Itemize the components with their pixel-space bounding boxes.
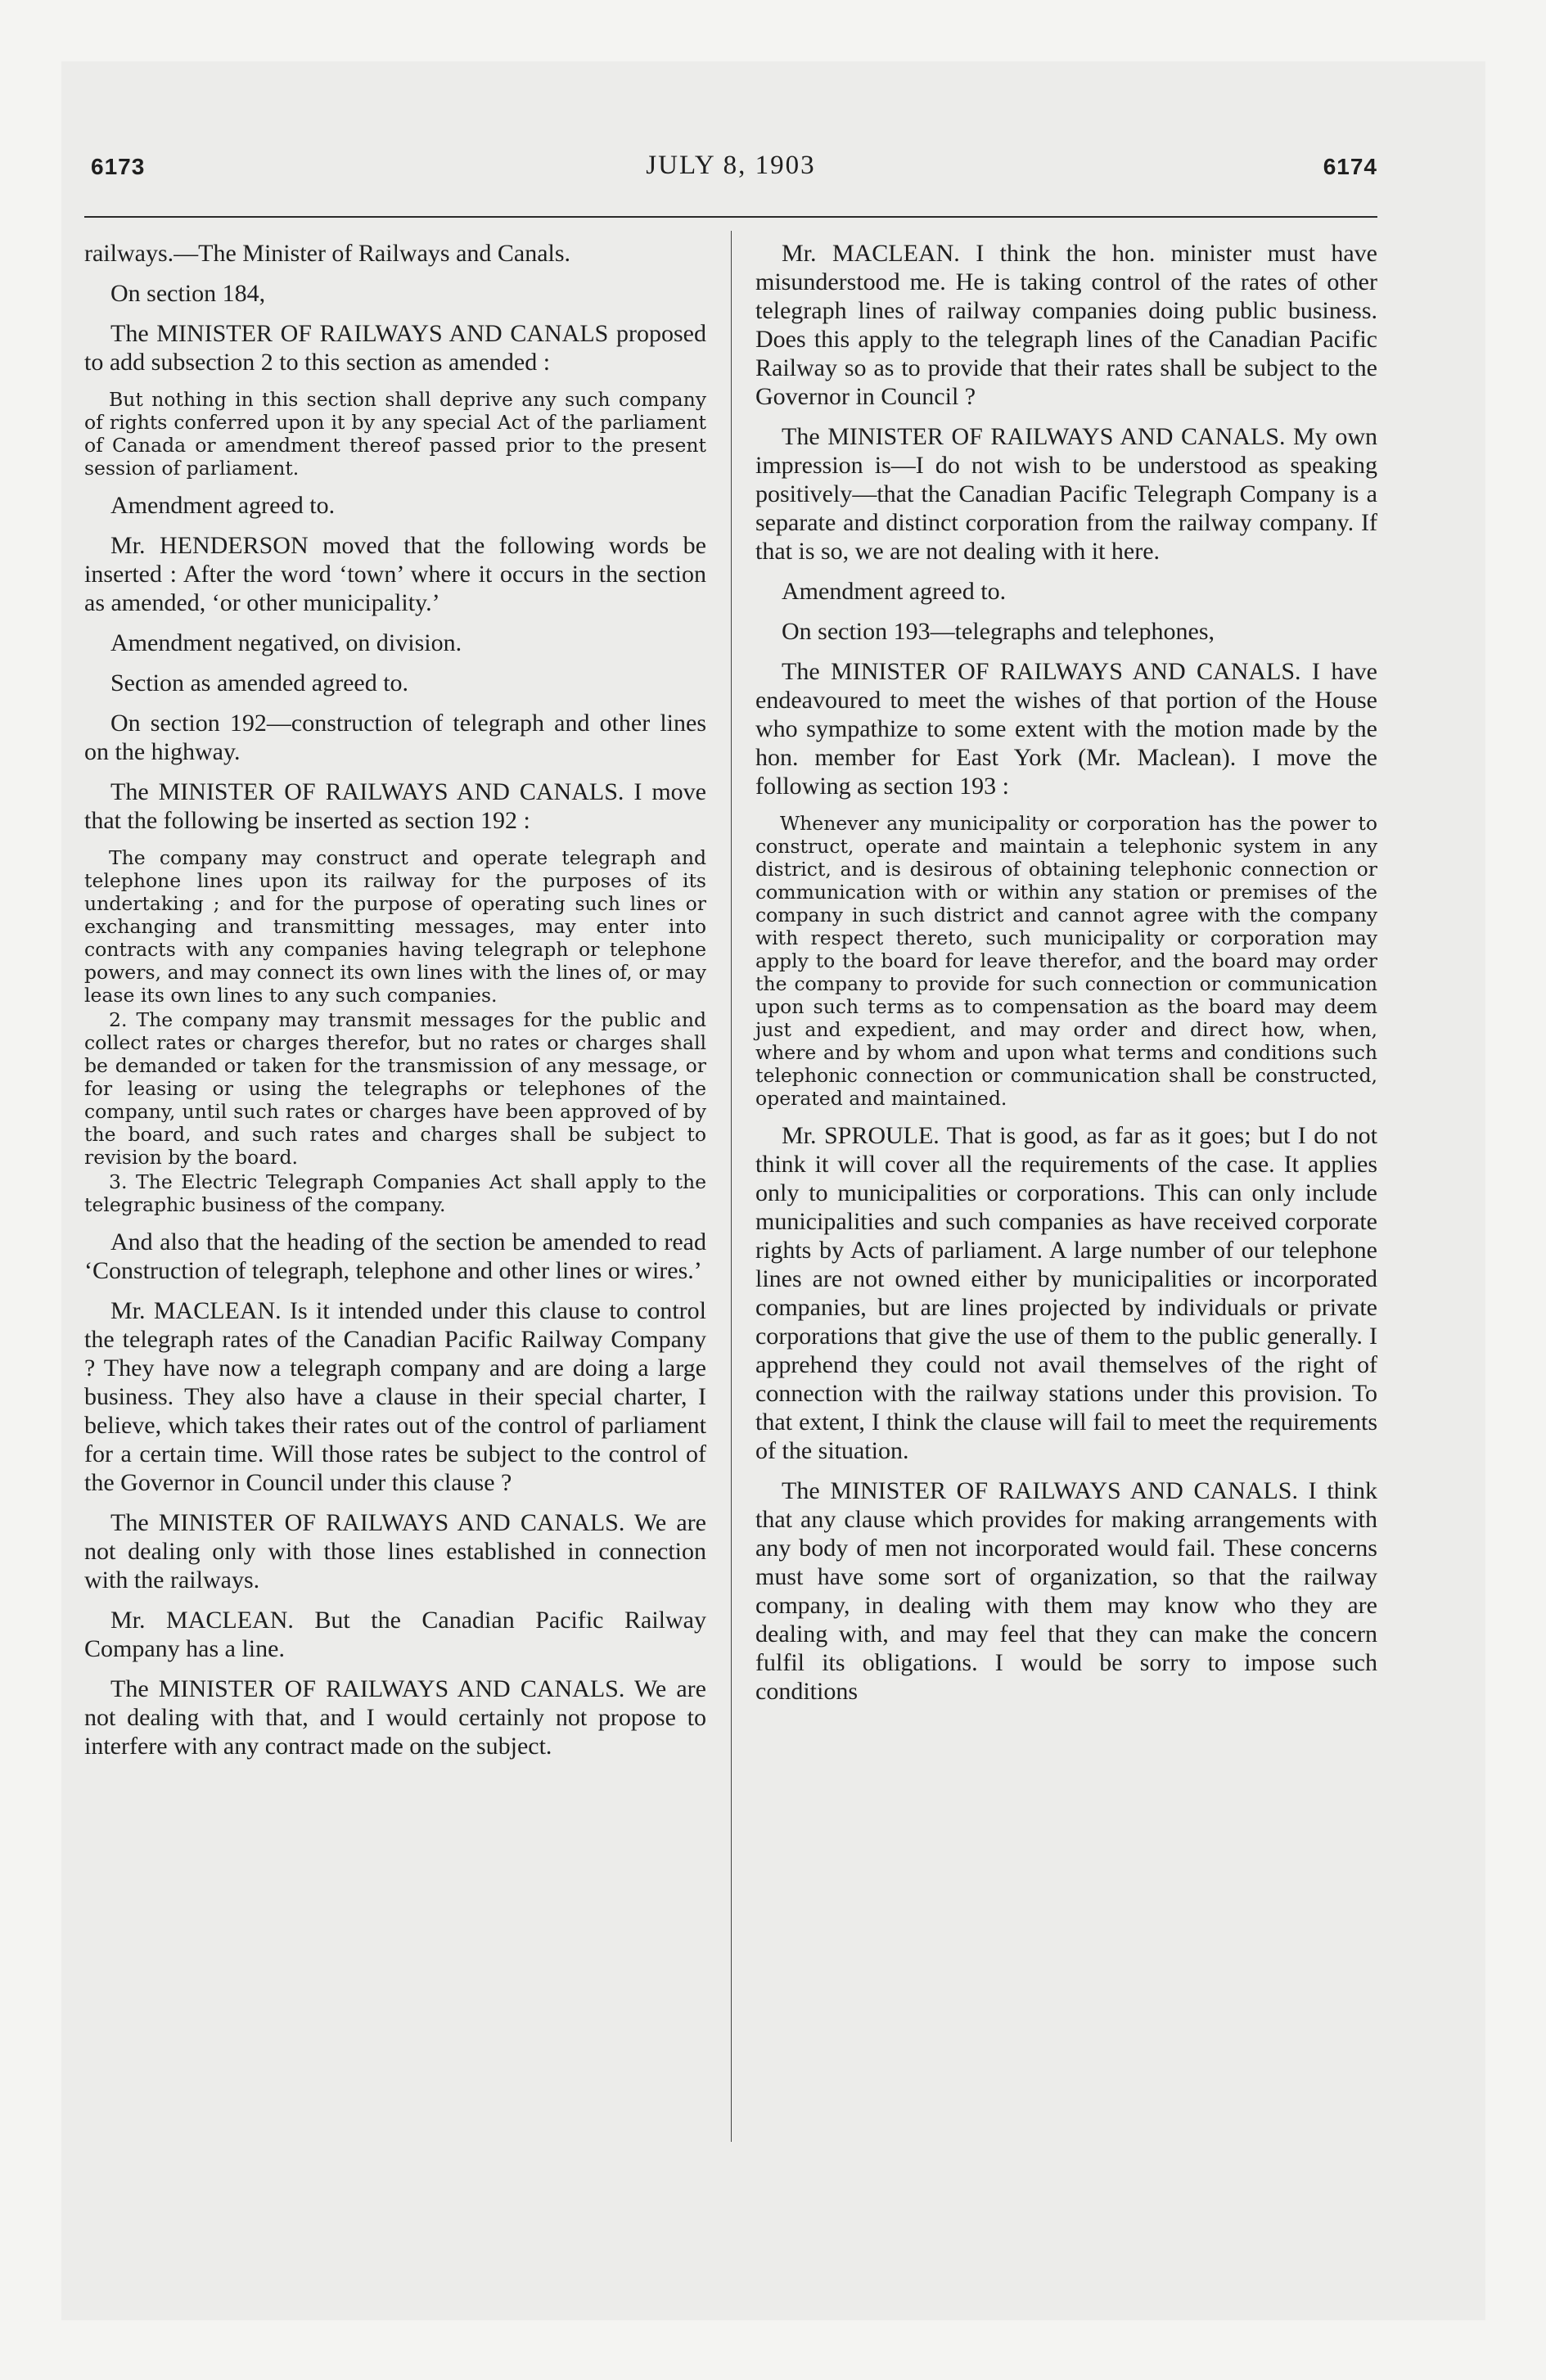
paragraph: Mr. MACLEAN. I think the hon. minister must have misunderstood me. He is taking control of the rates of other telegraph lines of railway companies doing public business. Does this apply to the telegraph lines of the Canadian Pacific Railway so as to provide that their rates shall be subject to the Governor in Council ? (755, 240, 1377, 410)
paragraph: The MINISTER OF RAILWAYS AND CANALS. I move that the following be inserted as section 192 : (84, 778, 706, 834)
paragraph: And also that the heading of the section be amended to read ‘Construction of telegraph, telephone and other lines or wires.’ (84, 1228, 706, 1284)
quoted-clause: Whenever any municipality or corporation has the power to construct, operate and maintain a telephonic system in any district, and is desirous of obtaining telephonic connection or communication with or within any station or premises of the company in such district and cannot agree with the company with respect thereto, such municipality or corporation may apply to the board for leave therefor, and the board may order the company to provide for such connection or communication upon such terms as to compensation as the board may deem just and expedient, and may order and direct how, when, where and by whom and upon what terms and conditions such telephonic connection or communication shall be constructed, operated and maintained. (755, 812, 1377, 1110)
header-rule (84, 216, 1377, 218)
right-column (755, 239, 1377, 1717)
quoted-clause: 2. The company may transmit messages for the public and collect rates or charges therefor, but no rates or charges shall be demanded or taken for the transmission of any message, or for leasing or using the telegraphs or telephones of the company, until such rates or charges have been approved of by the board, and such rates and charges shall be subject to revision by the board. (84, 1008, 706, 1169)
quoted-clause: But nothing in this section shall deprive any such company of rights conferred upon it by any special Act of the parliament of Canada or amendment thereof passed prior to the present session of parliament. (84, 388, 706, 480)
paragraph: The MINISTER OF RAILWAYS AND CANALS proposed to add subsection 2 to this section as amended : (84, 320, 706, 376)
paragraph: The MINISTER OF RAILWAYS AND CANALS. We are not dealing with that, and I would certainly not propose to interfere with any contract made on the subject. (84, 1675, 706, 1760)
paragraph: Mr. HENDERSON moved that the following words be inserted : After the word ‘town’ where it occurs in the section as amended, ‘or other municipality.’ (84, 532, 706, 616)
paragraph: The MINISTER OF RAILWAYS AND CANALS. I have endeavoured to meet the wishes of that portion of the House who sympathize to some extent with the motion made by the hon. member for East York (Mr. Maclean). I move the following as section 193 : (755, 658, 1377, 800)
paragraph: On section 192—construction of telegraph and other lines on the highway. (84, 710, 706, 765)
page-number-left: 6173 (91, 154, 146, 179)
running-head-date: JULY 8, 1903 (646, 151, 816, 180)
paragraph: Mr. MACLEAN. But the Canadian Pacific Railway Company has a line. (84, 1607, 706, 1662)
paragraph: Amendment agreed to. (110, 492, 336, 519)
paragraph: On section 193—telegraphs and telephones, (782, 618, 1215, 645)
page-number-right: 6174 (1323, 154, 1377, 179)
left-column (84, 239, 706, 1772)
paragraph: Mr. MACLEAN. Is it intended under this clause to control the telegraph rates of the Canadian Pacific Railway Company ? They have now a telegraph company and are doing a large business. They also have a clause in their special charter, I believe, which takes their rates out of the control of parliament for a certain time. Will those rates be subject to the control of the Governor in Council under this clause ? (84, 1297, 706, 1496)
paragraph: Mr. SPROULE. That is good, as far as it goes; but I do not think it will cover all the requirements of the case. It applies only to municipalities or corporations. This can only include municipalities and such companies as have received corporate rights by Acts of parliament. A large number of our telephone lines are not owned either by municipalities or incorporated companies, but are lines projected by individuals or private corporations that give the use of them to the public generally. I apprehend they could not avail themselves of the right of connection with the railway stations under this provision. To that extent, I think the clause will fail to meet the requirements of the situation. (755, 1122, 1377, 1464)
quoted-clause: 3. The Electric Telegraph Companies Act shall apply to the telegraphic business of the company. (84, 1170, 706, 1216)
paragraph: railways.—The Minister of Railways and Canals. (84, 240, 571, 267)
paragraph: Amendment agreed to. (782, 578, 1007, 605)
paragraph: Section as amended agreed to. (110, 669, 409, 696)
page-header (84, 147, 1377, 196)
paragraph: The MINISTER OF RAILWAYS AND CANALS. I think that any clause which provides for making arrangements with any body of men not incorporated would fail. These concerns must have some sort of organization, so that the railway company, in dealing with them may know who they are dealing with, and may feel that they can make the concern fulfil its obligations. I would be sorry to impose such conditions (755, 1477, 1377, 1705)
paragraph: Amendment negatived, on division. (110, 629, 462, 656)
paragraph: The MINISTER OF RAILWAYS AND CANALS. My own impression is—I do not wish to be understood as speaking positively—that the Canadian Pacific Telegraph Company is a separate and distinct corporation from the railway company. If that is so, we are not dealing with it here. (755, 423, 1377, 565)
paragraph: The MINISTER OF RAILWAYS AND CANALS. We are not dealing only with those lines established in connection with the railways. (84, 1509, 706, 1593)
paragraph: On section 184, (110, 280, 266, 307)
hansard-page (84, 147, 1377, 2144)
column-divider (731, 231, 732, 2142)
quoted-clause: The company may construct and operate telegraph and telephone lines upon its railway for the purposes of its undertaking ; and for the purpose of operating such lines or exchanging and transmitting messages, may enter into contracts with any companies having telegraph or telephone powers, and may connect its own lines with the lines of, or may lease its own lines to any such companies. (84, 846, 706, 1007)
